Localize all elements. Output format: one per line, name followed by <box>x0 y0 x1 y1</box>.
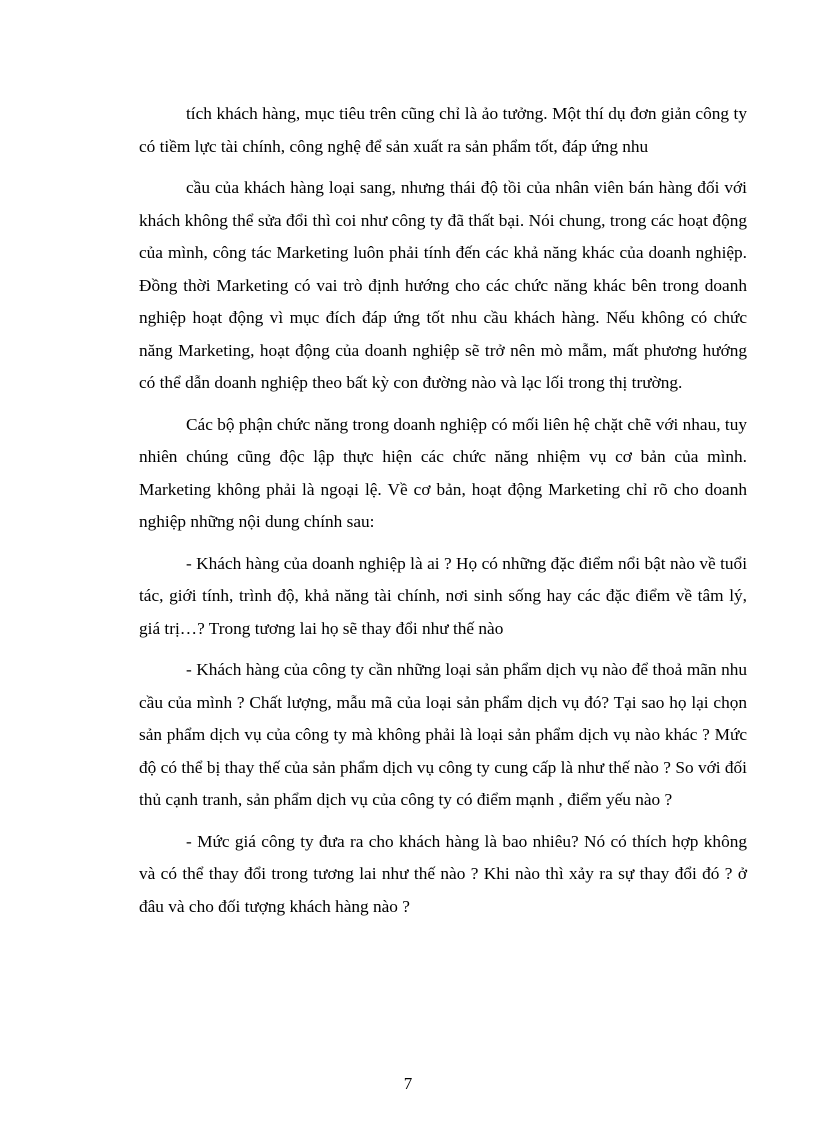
paragraph-3: Các bộ phận chức năng trong doanh nghiệp có mối liên hệ chặt chẽ với nhau, tuy nhiên chúng cũng độc lập thực hiện các chức năng nhiệm vụ cơ bản của mình. Marketing không phải là ngoại lệ. Về cơ bản, hoạt động Marketing chỉ rõ cho doanh nghiệp những nội dung chính sau: <box>139 414 747 531</box>
paragraph-1: tích khách hàng, mục tiêu trên cũng chỉ là ảo tưởng. Một thí dụ đơn giản công ty có tiềm lực tài chính, công nghệ để sản xuất ra sản phẩm tốt, đáp ứng nhu <box>139 104 747 156</box>
page-number: 7 <box>403 1074 413 1093</box>
paragraph-2: cầu của khách hàng loại sang, nhưng thái độ tồi của nhân viên bán hàng đối với khách không thể sửa đổi thì coi như công ty đã thất bại. Nói chung, trong các hoạt động của mình, công tác Marketing luôn phải tính đến các khả năng khác của doanh nghiệp. Đồng thời Marketing có vai trò định hướng cho các chức năng khác bên trong doanh nghiệp hoạt động vì mục đích đáp ứng tốt nhu cầu khách hàng. Nếu không có chức năng Marketing, hoạt động của doanh nghiệp sẽ trở nên mò mẫm, mất phương hướng có thể dẫn doanh nghiệp theo bất kỳ con đường nào và lạc lối trong thị trường. <box>139 178 747 392</box>
paragraph-5: - Khách hàng của công ty cần những loại sản phẩm dịch vụ nào để thoả mãn nhu cầu của mình ? Chất lượng, mẫu mã của loại sản phẩm dịch vụ đó? Tại sao họ lại chọn sản phẩm dịch vụ của công ty mà không phải là loại sản phẩm dịch vụ nào khác ? Mức độ có thể bị thay thế của sản phẩm dịch vụ công ty cung cấp là như thế nào ? So với đối thủ cạnh tranh, sản phẩm dịch vụ của công ty có điểm mạnh , điểm yếu nào ? <box>139 660 747 809</box>
paragraph-6: - Mức giá công ty đưa ra cho khách hàng là bao nhiêu? Nó có thích hợp không và có thể thay đổi trong tương lai như thế nào ? Khi nào thì xảy ra sự thay đổi đó ? ở đâu và cho đối tượng khách hàng nào ? <box>139 831 747 916</box>
body-text <box>139 98 747 923</box>
paragraph-4: - Khách hàng của doanh nghiệp là ai ? Họ có những đặc điểm nổi bật nào về tuổi tác, giới tính, trình độ, khả năng tài chính, nơi sinh sống hay các đặc điểm về tâm lý, giá trị…? Trong tương lai họ sẽ thay đổi như thế nào <box>139 553 747 638</box>
